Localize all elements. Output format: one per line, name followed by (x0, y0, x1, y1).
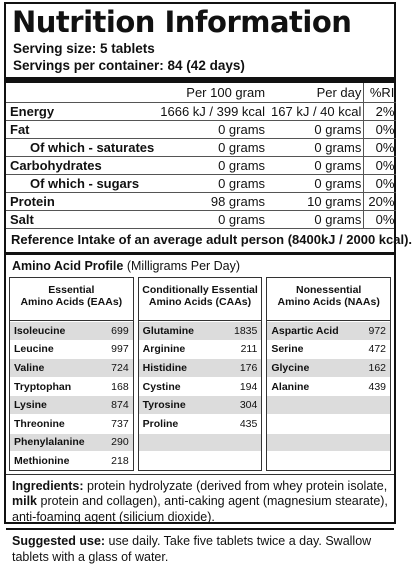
ri-value: 0% (364, 120, 397, 138)
amino-row (10, 321, 133, 340)
label-title: Nutrition Information (12, 5, 352, 39)
serving-size: Serving size: 5 tablets (13, 41, 155, 56)
ingredients-section (6, 474, 394, 529)
suggested-use-section (6, 528, 394, 569)
amino-column-header-line1: Conditionally Essential (142, 284, 258, 296)
allergen-milk: milk (12, 494, 38, 509)
amino-value: 472 (368, 343, 387, 356)
nutrient-label: Of which - sugars (6, 174, 156, 192)
per100-value: 0 grams (156, 210, 267, 228)
ingredients-text-2: protein and collagen), anti-caking agent (magnesium stearate), anti-foaming agent (silicium dioxide). (12, 494, 388, 524)
nutrient-label: Energy (6, 102, 156, 120)
amino-value: 724 (111, 361, 129, 374)
nutrition-row (6, 192, 396, 210)
nutrition-row (6, 210, 396, 228)
perday-value: 0 grams (267, 174, 364, 192)
amino-value: 699 (111, 324, 129, 337)
nutrient-label: Of which - saturates (6, 138, 156, 156)
amino-name: Tryptophan (14, 380, 72, 393)
amino-name: Serine (271, 343, 304, 356)
nutrition-row (6, 138, 396, 156)
ingredients-text-1: protein hydrolyzate (derived from whey protein isolate, (83, 478, 388, 493)
amino-row (139, 451, 262, 470)
servings-per-container: Servings per container: 84 (42 days) (13, 58, 245, 73)
amino-column (9, 277, 134, 471)
amino-row (267, 433, 390, 452)
amino-value: 304 (239, 399, 258, 412)
amino-column (266, 277, 391, 471)
amino-name: Cystine (142, 380, 181, 393)
amino-name: Threonine (14, 417, 65, 430)
suggested-use-label: Suggested use: (12, 534, 106, 549)
nutrition-row (6, 102, 396, 120)
amino-row (139, 414, 262, 433)
amino-name: Valine (14, 361, 45, 374)
perday-value: 0 grams (267, 120, 364, 138)
amino-column-header-line1: Essential (48, 284, 95, 296)
per100-value: 0 grams (156, 138, 267, 156)
nutrition-row (6, 156, 396, 174)
amino-title: Amino Acid Profile (12, 259, 124, 273)
amino-value: 997 (111, 343, 129, 356)
amino-value: 439 (368, 380, 387, 393)
amino-row (267, 377, 390, 396)
amino-name: Glutamine (142, 324, 195, 337)
perday-value: 0 grams (267, 210, 364, 228)
ri-value: 2% (364, 102, 397, 120)
amino-value: 194 (239, 380, 258, 393)
ri-value: 0% (364, 156, 397, 174)
amino-value: 211 (240, 343, 258, 356)
amino-column (138, 277, 263, 471)
amino-row (10, 395, 133, 414)
amino-column-header-line1: Nonessential (296, 284, 362, 296)
perday-value: 167 kJ / 40 kcal (267, 102, 364, 120)
amino-row (10, 340, 133, 359)
amino-column-header-line2: Amino Acids (CAAs) (148, 296, 252, 308)
amino-name: Tyrosine (142, 399, 186, 412)
amino-row (139, 340, 262, 359)
amino-row (10, 358, 133, 377)
amino-row (267, 321, 390, 340)
amino-acid-grid (6, 277, 394, 474)
nutrition-row (6, 120, 396, 138)
amino-value: 435 (239, 417, 258, 430)
ri-value: 0% (364, 138, 397, 156)
nutrient-label: Protein (6, 192, 156, 210)
amino-name: Leucine (14, 343, 54, 356)
amino-name: Alanine (271, 380, 310, 393)
amino-value: 737 (111, 417, 129, 430)
amino-value: 1835 (233, 324, 258, 337)
suggested-use-text: use daily. Take five tablets twice a day. Swallow tablets with a glass of water. (12, 534, 372, 564)
nutrient-label: Carbohydrates (6, 156, 156, 174)
perday-value: 0 grams (267, 138, 364, 156)
nutrient-label: Fat (6, 120, 156, 138)
amino-column-header-line2: Amino Acids (NAAs) (277, 296, 380, 308)
amino-column-header-line2: Amino Acids (EAAs) (20, 296, 123, 308)
per100-value: 1666 kJ / 399 kcal (156, 102, 267, 120)
ri-value: 0% (364, 210, 397, 228)
amino-column-header (10, 278, 133, 321)
nutrition-header-row (6, 83, 396, 102)
amino-value: 874 (111, 399, 129, 412)
amino-row (139, 321, 262, 340)
per100-value: 0 grams (156, 156, 267, 174)
amino-row (267, 451, 390, 470)
amino-row (10, 377, 133, 396)
perday-value: 0 grams (267, 156, 364, 174)
amino-name: Glycine (271, 361, 310, 374)
nutrition-label (4, 2, 412, 564)
amino-name: Aspartic Acid (271, 324, 339, 337)
amino-unit: (Milligrams Per Day) (126, 259, 241, 273)
amino-name: Arginine (142, 343, 186, 356)
amino-name: Methionine (14, 454, 70, 467)
amino-value: 972 (368, 324, 387, 337)
amino-row (139, 377, 262, 396)
amino-row (10, 433, 133, 452)
ingredients-label: Ingredients: (12, 478, 84, 493)
amino-column-header (267, 278, 390, 321)
nutrition-row (6, 174, 396, 192)
amino-row (267, 358, 390, 377)
per100-value: 98 grams (156, 192, 267, 210)
nutrition-table (6, 83, 396, 228)
amino-value: 176 (239, 361, 258, 374)
amino-row (139, 395, 262, 414)
amino-row (10, 451, 133, 470)
amino-value: 168 (111, 380, 129, 393)
amino-value: 218 (111, 454, 129, 467)
amino-row (267, 340, 390, 359)
blank-header (6, 83, 156, 102)
amino-name: Proline (142, 417, 179, 430)
amino-row (267, 395, 390, 414)
amino-acid-profile-heading (6, 255, 394, 277)
perday-header: Per day (316, 84, 362, 100)
amino-value: 162 (368, 361, 387, 374)
amino-name: Histidine (142, 361, 188, 374)
reference-intake-note: Reference Intake of an average adult person (8400kJ / 2000 kcal). (6, 228, 394, 252)
nutrition-body (6, 102, 396, 228)
per100-value: 0 grams (156, 120, 267, 138)
ri-value: 0% (364, 174, 397, 192)
amino-column-header (139, 278, 262, 321)
amino-value: 290 (111, 436, 129, 449)
amino-row (139, 433, 262, 452)
per100-value: 0 grams (156, 174, 267, 192)
ri-header: %RI (364, 83, 397, 102)
amino-name: Phenylalanine (14, 436, 85, 449)
ri-value: 20% (364, 192, 397, 210)
amino-row (139, 358, 262, 377)
amino-row (10, 414, 133, 433)
amino-name: Isoleucine (14, 324, 66, 337)
perday-value: 10 grams (267, 192, 364, 210)
per100-header: Per 100 gram (186, 84, 266, 100)
amino-row (267, 414, 390, 433)
amino-name: Lysine (14, 399, 47, 412)
nutrient-label: Salt (6, 210, 156, 228)
